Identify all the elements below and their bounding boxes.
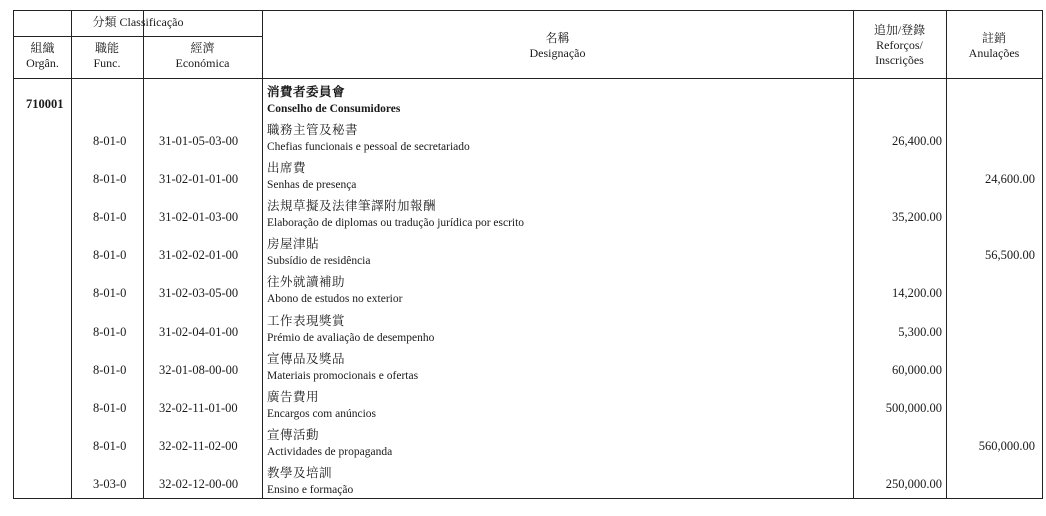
econ-header-zh: 經濟 <box>190 41 215 55</box>
econ-header <box>143 41 262 71</box>
row-func: 8-01-0 <box>93 286 127 300</box>
row-name-zh: 房屋津貼 <box>267 237 320 251</box>
designation-header-zh: 名稱 <box>545 31 570 45</box>
row-econ: 31-02-03-05-00 <box>159 286 239 300</box>
row-anulacoes: 560,000.00 <box>978 439 1035 453</box>
row-func: 8-01-0 <box>93 134 127 148</box>
row-name-pt: Elaboração de diplomas ou tradução jurídica por escrito <box>267 217 525 229</box>
cancel-header <box>946 31 1042 61</box>
row-econ: 31-02-01-01-00 <box>159 172 239 186</box>
row-econ: 32-02-11-01-00 <box>159 401 238 415</box>
row-name-pt: Prémio de avaliação de desempenho <box>267 332 435 344</box>
row-func: 8-01-0 <box>93 401 127 415</box>
row-reforcos: 14,200.00 <box>892 286 942 300</box>
row-name-pt: Chefias funcionais e pessoal de secretariado <box>267 141 470 153</box>
designation-header <box>262 31 853 61</box>
row-func: 8-01-0 <box>93 248 127 262</box>
reinforce-header-pt2: Inscrições <box>875 53 924 67</box>
row-name-pt: Subsídio de residência <box>267 255 371 267</box>
col-divider <box>853 11 854 498</box>
cancel-header-zh: 註銷 <box>981 31 1006 45</box>
row-func: 8-01-0 <box>93 172 127 186</box>
econ-header-pt: Económica <box>175 56 230 70</box>
organ-code: 710001 <box>26 97 64 111</box>
row-anulacoes: 24,600.00 <box>985 172 1035 186</box>
row-econ: 31-02-02-01-00 <box>159 248 239 262</box>
row-name-zh: 廣告費用 <box>267 390 320 404</box>
row-reforcos: 60,000.00 <box>892 363 942 377</box>
row-func: 8-01-0 <box>93 363 127 377</box>
row-name-zh: 出席費 <box>267 161 307 175</box>
row-reforcos: 26,400.00 <box>892 134 942 148</box>
reinforce-header-zh: 追加/登錄 <box>873 23 926 37</box>
row-econ: 31-02-04-01-00 <box>159 325 239 339</box>
row-reforcos: 5,300.00 <box>898 325 942 339</box>
entity-name-zh: 消費者委員會 <box>267 85 346 99</box>
func-header-pt: Func. <box>93 56 121 70</box>
row-anulacoes: 56,500.00 <box>985 248 1035 262</box>
row-reforcos: 500,000.00 <box>885 401 942 415</box>
row-name-pt: Ensino e formação <box>267 484 354 496</box>
row-reforcos: 250,000.00 <box>885 477 942 491</box>
func-header <box>71 41 143 71</box>
cancel-header-pt: Anulações <box>968 46 1020 60</box>
entity-name-pt: Conselho de Consumidores <box>267 103 401 115</box>
row-name-zh: 宣傳活動 <box>267 428 320 442</box>
col-divider <box>262 11 263 498</box>
col-divider <box>71 11 72 498</box>
row-name-zh: 宣傳品及獎品 <box>267 352 346 366</box>
budget-table <box>13 10 1043 499</box>
header-bottom-divider <box>14 78 1042 79</box>
row-name-zh: 職務主管及秘書 <box>267 123 359 137</box>
classification-header: 分類 Classificação <box>92 15 184 29</box>
row-econ: 32-02-11-02-00 <box>159 439 238 453</box>
reinforce-header <box>853 23 946 68</box>
row-func: 3-03-0 <box>93 477 127 491</box>
organ-header-zh: 組織 <box>30 41 55 55</box>
organ-header-pt: Orgân. <box>26 56 59 70</box>
row-name-zh: 往外就讀補助 <box>267 275 346 289</box>
row-name-pt: Encargos com anúncios <box>267 408 377 420</box>
row-econ: 31-01-05-03-00 <box>159 134 239 148</box>
col-divider <box>143 11 144 498</box>
header-sub-divider <box>14 36 262 37</box>
row-func: 8-01-0 <box>93 325 127 339</box>
row-econ: 32-02-12-00-00 <box>159 477 239 491</box>
row-econ: 32-01-08-00-00 <box>159 363 239 377</box>
reinforce-header-pt1: Reforços/ <box>876 38 923 52</box>
row-name-zh: 教學及培訓 <box>267 466 333 480</box>
row-name-pt: Abono de estudos no exterior <box>267 293 403 305</box>
func-header-zh: 職能 <box>94 41 119 55</box>
row-name-zh: 法規草擬及法律筆譯附加報酬 <box>267 199 437 213</box>
row-name-pt: Actividades de propaganda <box>267 446 393 458</box>
row-name-zh: 工作表現獎賞 <box>267 314 346 328</box>
row-reforcos: 35,200.00 <box>892 210 942 224</box>
designation-header-pt: Designação <box>529 46 586 60</box>
row-func: 8-01-0 <box>93 439 127 453</box>
organ-header <box>14 41 71 71</box>
row-name-pt: Materiais promocionais e ofertas <box>267 370 419 382</box>
row-func: 8-01-0 <box>93 210 127 224</box>
row-name-pt: Senhas de presença <box>267 179 357 191</box>
row-econ: 31-02-01-03-00 <box>159 210 239 224</box>
